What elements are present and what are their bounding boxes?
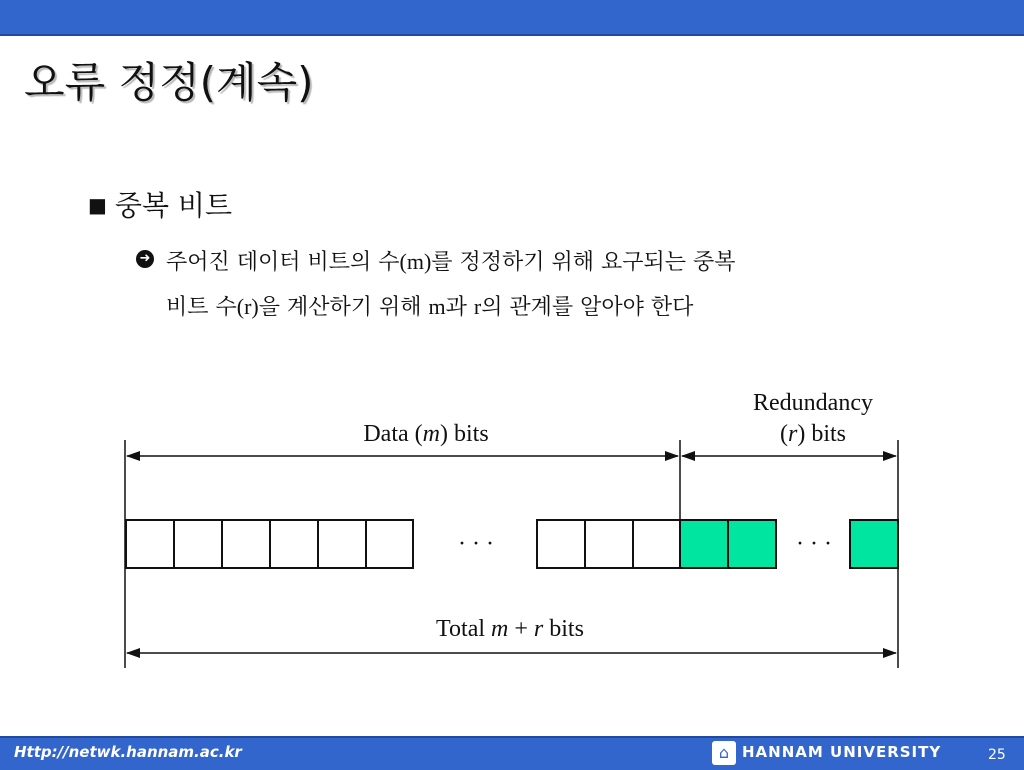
slide-title: 오류 정정(계속): [24, 58, 314, 107]
footer-bar: [0, 736, 1024, 770]
redundancy-ellipsis: · · ·: [796, 531, 832, 557]
top-banner: [0, 0, 1024, 36]
line2-suffix: 의 관계를 알아야 한다: [481, 295, 694, 320]
line2-mid: 을 계산하기 위해: [258, 295, 429, 320]
data-bit-cell: [222, 520, 270, 568]
data-bit-cell: [270, 520, 318, 568]
line2-m: m: [428, 294, 446, 319]
footer-url-link[interactable]: Http://netwk.hannam.ac.kr: [14, 743, 242, 761]
data-bit-cell: [126, 520, 174, 568]
data-bit-cell: [366, 520, 413, 568]
sub-bullet-description: [136, 240, 736, 330]
square-bullet-icon: ■: [88, 193, 107, 217]
data-ellipsis: · · ·: [458, 531, 494, 557]
line2-conj: 과: [445, 295, 474, 320]
data-bit-cell: [174, 520, 222, 568]
arrow-bullet-icon: ➜: [136, 250, 154, 268]
line1-suffix: 를 정정하기 위해 요구되는 중복: [431, 250, 736, 275]
data-bits-label: Data (m) bits: [363, 421, 489, 447]
codeword-diagram: [0, 370, 1024, 680]
data-bit-cell: [318, 520, 366, 568]
redundancy-bit-cell: [850, 520, 898, 568]
redundancy-label-line-1: Redundancy: [753, 390, 873, 416]
page-number: 25: [988, 747, 1006, 763]
bullet-text: 중복 비트: [114, 189, 232, 222]
redundancy-label-line-2: (r) bits: [779, 421, 847, 447]
data-bit-cell: [633, 520, 680, 568]
line2-prefix: 비트 수: [166, 295, 237, 320]
data-bit-cell: [585, 520, 633, 568]
line1-m: (m): [399, 249, 432, 274]
line1-prefix: 주어진 데이터 비트의 수: [166, 250, 400, 275]
line2-r2: r: [473, 294, 482, 319]
total-bits-label: Total m + r bits: [436, 616, 584, 642]
redundancy-bit-cell: [728, 520, 776, 568]
sub-bullet-line-1: [136, 240, 736, 285]
bullet-redundant-bits: [88, 184, 232, 224]
sub-bullet-line-2: [136, 285, 736, 330]
data-bit-cell: [537, 520, 585, 568]
redundancy-bit-cell: [680, 520, 728, 568]
line2-r: (r): [236, 294, 259, 319]
university-name: HANNAM UNIVERSITY: [742, 743, 942, 761]
university-emblem-icon: ⌂: [712, 741, 736, 765]
